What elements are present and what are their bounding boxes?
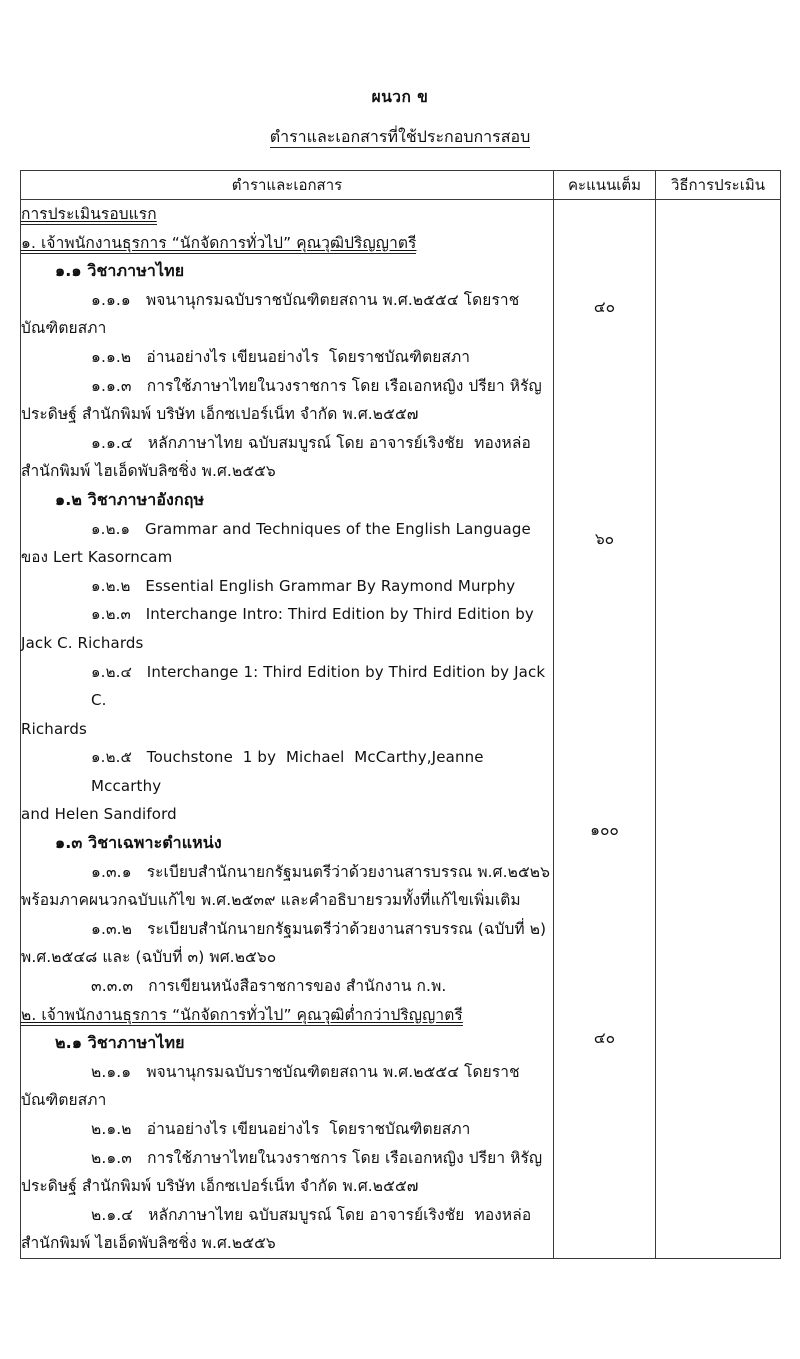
document-line-item-1-1-4	[21, 429, 553, 458]
document-line-item-1-2-1	[21, 515, 553, 544]
document-line-item-1-3-2	[21, 915, 553, 944]
document-line-text: ๒.๑.๓ การใช้ภาษาไทยในวงราชการ โดย เรือเอกหญิง ปรียา หิรัญ	[91, 1148, 543, 1167]
document-line-item-2-1-2	[21, 1115, 553, 1144]
document-line-text: ของ Lert Kasorncam	[21, 548, 173, 567]
document-line-item-1-3-1-cont	[21, 886, 553, 915]
table-header	[21, 171, 781, 200]
column-header-method: วิธีการประเมิน	[656, 171, 781, 200]
table-row	[21, 200, 781, 1259]
document-line-item-1-1-3-cont	[21, 400, 553, 429]
document-line-item-1-3-2-cont	[21, 943, 553, 972]
document-line-item-1-1-4-cont	[21, 457, 553, 486]
document-line-item-1-2-3-cont	[21, 629, 553, 658]
document-line-text: ประดิษฐ์ สำนักพิมพ์ บริษัท เอ็กซเปอร์เน็ท จำกัด พ.ศ.๒๕๕๗	[21, 1177, 419, 1196]
document-line-text: and Helen Sandiford	[21, 805, 177, 824]
document-line-text: ๑.๑.๑ พจนานุกรมฉบับราชบัณฑิตยสถาน พ.ศ.๒๕๕๔ โดยราช	[91, 290, 520, 309]
document-line-item-1-1-1	[21, 286, 553, 315]
document-line-item-1-3-1	[21, 858, 553, 887]
document-line-round-heading	[21, 200, 553, 229]
document-line-item-1-2-3	[21, 600, 553, 629]
document-line-item-1-2-4-cont	[21, 715, 553, 744]
document-line-text: ๑.๒.๓ Interchange Intro: Third Edition by Third Edition by	[91, 605, 534, 624]
document-line-item-2-1-3	[21, 1144, 553, 1173]
document-line-item-2	[21, 1001, 553, 1030]
document-line-item-1-1-2	[21, 343, 553, 372]
documents-table	[20, 170, 781, 1259]
score-value-score-2-1: ๔๐	[593, 1029, 616, 1047]
document-line-item-1-2-2	[21, 572, 553, 601]
document-line-text: ๒.๑ วิชาภาษาไทย	[55, 1033, 185, 1053]
document-line-text: พ.ศ.๒๕๔๘ และ (ฉบับที่ ๓) พศ.๒๕๖๐	[21, 948, 277, 967]
document-line-item-2-1-1-cont	[21, 1086, 553, 1115]
document-line-item-2-1	[21, 1029, 553, 1058]
document-line-text: พร้อมภาคผนวกฉบับแก้ไข พ.ศ.๒๕๓๙ และคำอธิบายรวมทั้งที่แก้ไขเพิ่มเติม	[21, 891, 521, 910]
document-line-text: ๑.๑.๒ อ่านอย่างไร เขียนอย่างไร โดยราชบัณฑิตยสภา	[91, 347, 471, 366]
document-line-text: ประดิษฐ์ สำนักพิมพ์ บริษัท เอ็กซเปอร์เน็ท จำกัด พ.ศ.๒๕๕๗	[21, 405, 419, 424]
page-title: ผนวก ข	[371, 88, 429, 106]
score-value-score-1-2: ๖๐	[594, 530, 615, 548]
method-cell	[656, 200, 781, 1259]
document-line-text: ๒. เจ้าพนักงานธุรการ “นักจัดการทั่วไป” คุณวุฒิต่ำกว่าปริญญาตรี	[21, 1005, 463, 1024]
document-line-item-2-1-1	[21, 1058, 553, 1087]
document-line-text: ๓.๓.๓ การเขียนหนังสือราชการของ สำนักงาน ก.พ.	[91, 977, 447, 996]
document-line-text: ๑. เจ้าพนักงานธุรการ “นักจัดการทั่วไป” คุณวุฒิปริญญาตรี	[21, 233, 417, 252]
document-line-item-2-1-4	[21, 1201, 553, 1230]
document-line-text: ๒.๑.๒ อ่านอย่างไร เขียนอย่างไร โดยราชบัณฑิตยสภา	[91, 1120, 471, 1138]
document-line-item-1-3	[21, 829, 553, 858]
document-line-item-1-1-3	[21, 372, 553, 401]
document-line-text: Richards	[21, 719, 87, 738]
document-line-text: การประเมินรอบแรก	[21, 205, 157, 223]
documents-cell	[21, 200, 554, 1259]
document-line-item-1-2-5	[21, 743, 553, 800]
document-line-text: ๑.๑.๓ การใช้ภาษาไทยในวงราชการ โดย เรือเอกหญิง ปรียา หิรัญ	[91, 376, 542, 395]
document-line-text: สำนักพิมพ์ ไฮเอ็ดพับลิซชิ่ง พ.ศ.๒๕๕๖	[21, 1234, 276, 1253]
document-line-item-1-2	[21, 486, 553, 515]
column-header-score: คะแนนเต็ม	[554, 171, 656, 200]
document-line-text: ๒.๑.๔ หลักภาษาไทย ฉบับสมบูรณ์ โดย อาจารย์เริงชัย ทองหล่อ	[91, 1205, 532, 1224]
document-line-item-2-1-3-cont	[21, 1172, 553, 1201]
table-body	[21, 200, 781, 1259]
document-line-text: ๑.๓ วิชาเฉพาะตำแหน่ง	[55, 833, 222, 853]
document-line-text: ๑.๑ วิชาภาษาไทย	[55, 261, 185, 281]
document-line-text: ๑.๓.๒ ระเบียบสำนักนายกรัฐมนตรีว่าด้วยงานสารบรรณ (ฉบับที่ ๒)	[91, 919, 547, 938]
document-line-item-1-3-3	[21, 972, 553, 1001]
document-line-item-2-1-4-cont	[21, 1229, 553, 1258]
document-line-text: Jack C. Richards	[21, 633, 144, 652]
document-line-text: ๑.๒.๕ Touchstone 1 by Michael McCarthy,Jeanne Mccarthy	[91, 748, 494, 795]
documents-table-wrapper	[20, 170, 780, 1259]
table-header-row	[21, 171, 781, 200]
document-line-item-1-1	[21, 257, 553, 286]
document-line-text: ๑.๒.๒ Essential English Grammar By Raymond Murphy	[91, 576, 516, 595]
document-line-text: ๑.๓.๑ ระเบียบสำนักนายกรัฐมนตรีว่าด้วยงานสารบรรณ พ.ศ.๒๕๒๖	[91, 862, 551, 881]
document-line-text: ๑.๑.๔ หลักภาษาไทย ฉบับสมบูรณ์ โดย อาจารย์เริงชัย ทองหล่อ	[91, 433, 531, 452]
document-subtitle	[0, 127, 800, 146]
document-subtitle-text: ตำราและเอกสารที่ใช้ประกอบการสอบ	[269, 127, 531, 146]
document-line-text: ๒.๑.๑ พจนานุกรมฉบับราชบัณฑิตยสถาน พ.ศ.๒๕๕๔ โดยราช	[91, 1062, 520, 1081]
document-line-text: ๑.๒.๑ Grammar and Techniques of the English Language	[91, 519, 531, 538]
score-value-score-1-3: ๑๐๐	[590, 821, 619, 839]
document-line-text: ๑.๒.๔ Interchange 1: Third Edition by Third Edition by Jack C.	[91, 662, 551, 710]
document-line-item-1-1-1-cont	[21, 314, 553, 343]
document-line-text: สำนักพิมพ์ ไฮเอ็ดพับลิซชิ่ง พ.ศ.๒๕๕๖	[21, 462, 276, 481]
column-header-documents: ตำราและเอกสาร	[21, 171, 554, 200]
score-cell	[554, 200, 656, 1259]
document-line-item-1	[21, 229, 553, 258]
document-line-item-1-2-5-cont	[21, 800, 553, 829]
document-line-text: ๑.๒ วิชาภาษาอังกฤษ	[55, 489, 205, 509]
document-line-text: บัณฑิตยสภา	[21, 1091, 107, 1110]
document-line-item-1-2-1-cont	[21, 543, 553, 572]
score-value-score-1-1: ๔๐	[593, 298, 616, 316]
document-line-item-1-2-4	[21, 658, 553, 715]
document-line-text: บัณฑิตยสภา	[21, 319, 107, 338]
